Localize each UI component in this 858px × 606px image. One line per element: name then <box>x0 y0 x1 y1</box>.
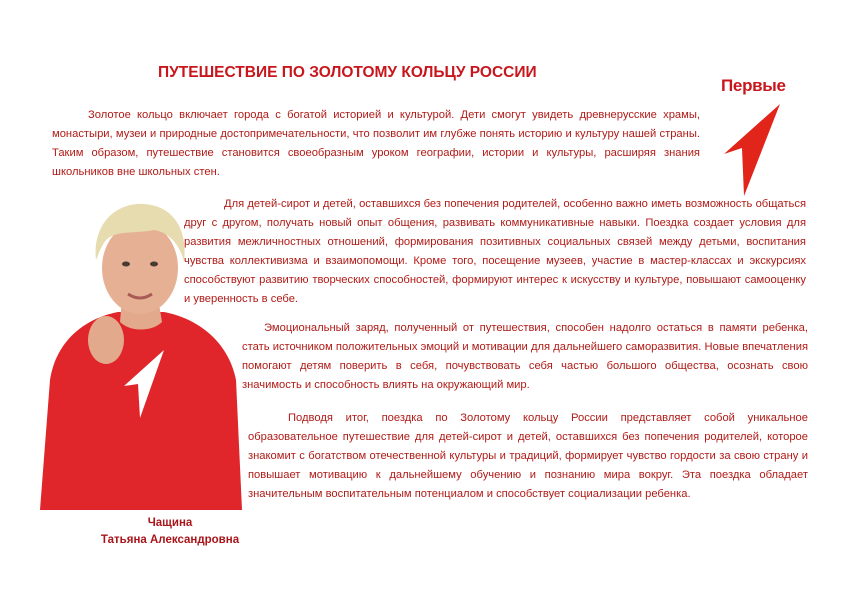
paragraph-intro: Золотое кольцо включает города с богатой историей и культурой. Дети смогут увидеть древнерусские храмы, монастыри, музеи и природные достопримечательности, что позволит им глубже понять историю и культуру нашей страны. Таким образом, путешествие становится своеобразным уроком географии, истории и культуры, расширяя знания школьников вне школьных стен. <box>52 109 700 178</box>
paragraph-conclusion: Подводя итог, поездка по Золотому кольцу России представляет собой уникальное образовательное путешествие для детей-сирот и детей, оставшихся без попечения родителей, которое знакомит с богатством отечественной культуры и традиций, формирует чувство гордости за свою страну и повышает мотивацию к дальнейшему обучению и познанию мира вокруг. Эта поездка обладает значительным воспитательным потенциалом и способствует социализации ребенка. <box>248 412 808 500</box>
author-caption <box>80 515 260 549</box>
author-name: Татьяна Александровна <box>100 534 240 546</box>
author-surname: Чащина <box>147 517 193 529</box>
pervye-logo-icon <box>720 96 786 200</box>
paragraph-emotions: Эмоциональный заряд, полученный от путешествия, способен надолго остаться в памяти ребенка, стать источником положительных эмоций и мотивации для дальнейшего саморазвития. Новые впечатления помогают детям поверить в себя, почувствовать себя частью большого общества, осознать свою значимость и способность влиять на окружающий мир. <box>242 322 808 391</box>
page-title: ПУТЕШЕСТВИЕ ПО ЗОЛОТОМУ КОЛЬЦУ РОССИИ <box>158 64 537 81</box>
paragraph-orphans: Для детей-сирот и детей, оставшихся без попечения родителей, особенно важно иметь возможность общаться друг с другом, получать новый опыт общения, развивать коммуникативные навыки. Поездка создает условия для развития межличностных отношений, формирования позитивных социальных связей между детьми, воспитания чувства коллективизма и взаимопомощи. Кроме того, посещение музеев, участие в мастер-классах и экскурсиях способствуют развитию творческих способностей, формируют интерес к искусству и культуре, повышают самооценку и уверенность в себе. <box>184 198 806 305</box>
logo-text: Первые <box>721 76 786 95</box>
